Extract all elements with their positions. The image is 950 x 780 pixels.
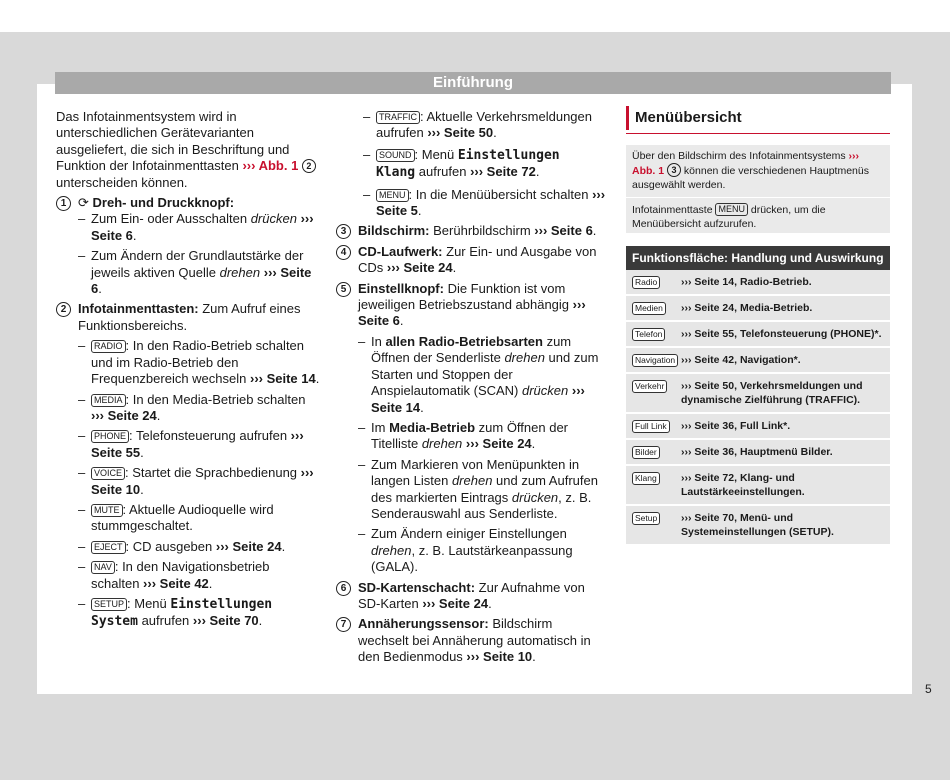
callout-number: 6 <box>336 581 351 596</box>
page-reference-arrow: ››› <box>681 276 692 288</box>
mute-key: MUTE <box>91 504 123 517</box>
page-reference-arrow: ››› <box>681 302 692 314</box>
function-key[interactable]: Telefon <box>632 328 665 341</box>
page-reference-arrow: ››› <box>681 472 692 484</box>
list-item: – Zum Ändern einiger Einstellungen drehen, z. B. Lautstärkeanpassung (GALA). <box>358 526 606 575</box>
item-1: 1 ⟳ Dreh- und Druckknopf: <box>56 195 321 211</box>
page-reference-arrow: ››› <box>681 512 692 524</box>
menu-name: Einstellungen Klang <box>376 147 560 181</box>
item-5: 5 Einstellknopf: Die Funktion ist vom jeweiligen Betriebszustand abhängig ››› Seite 6. <box>336 281 606 330</box>
column-1 <box>56 109 321 631</box>
function-description <box>681 348 890 372</box>
function-key-cell <box>626 414 681 438</box>
page-reference-arrow: ››› <box>681 354 692 366</box>
function-key-cell <box>626 374 681 412</box>
function-description <box>681 322 890 346</box>
page-reference[interactable]: ››› Seite 24 <box>422 595 489 611</box>
list-item: – Zum Ein- oder Ausschalten drücken ››› Seite 6. <box>78 211 321 244</box>
list-item: – MEDIA : In den Media-Betrieb schalten ››› Seite 24. <box>78 392 321 425</box>
intro-paragraph: Das Infotainmentsystem wird in unterschiedlichen Gerätevarianten ausgeliefert, die sich in Beschriftung und Funktion der Infotainmenttasten ››› Abb. 1 2 unterscheiden können. <box>56 109 321 191</box>
table-row <box>626 296 890 322</box>
page-reference[interactable]: Seite 42, Navigation*. <box>694 354 801 366</box>
page-reference[interactable]: ››› Seite 10 <box>91 465 314 497</box>
function-key[interactable]: Navigation <box>632 354 678 367</box>
list-item: – Zum Markieren von Menüpunkten in langen Listen drehen und zum Aufrufen des markierten Eintrags drücken, z. B. Senderauswahl aus Senderliste. <box>358 457 606 523</box>
page-reference[interactable]: ››› Seite 72 <box>470 164 536 180</box>
page-reference[interactable]: ››› Seite 24 <box>465 436 532 452</box>
page-reference[interactable]: ››› Seite 6 <box>534 223 593 239</box>
page-reference[interactable]: Seite 24, Media-Betrieb. <box>694 302 813 314</box>
callout-number: 2 <box>56 302 71 317</box>
info-paragraph: Über den Bildschirm des Infotainmentsystems ››› Abb. 1 3 können die verschiedenen Hauptmenüs ausgewählt werden. <box>632 150 869 191</box>
media-key: MEDIA <box>91 394 126 407</box>
table-row <box>626 374 890 414</box>
page-reference[interactable]: ››› Seite 6 <box>358 297 586 329</box>
page-reference[interactable]: ››› Seite 24 <box>91 407 157 423</box>
page-reference[interactable]: ››› Seite 24 <box>215 538 282 554</box>
page-reference[interactable]: ››› Seite 55 <box>91 428 304 460</box>
item-7: 7 Annäherungssensor: Bildschirm wechselt bei Annäherung automatisch in den Bedienmodus ››› Seite 10. <box>336 616 606 665</box>
menu-key: MENU <box>376 189 409 202</box>
function-description <box>681 414 890 438</box>
page-reference[interactable]: ››› Seite 5 <box>376 186 606 219</box>
list-item: – MUTE : Aktuelle Audioquelle wird stummgeschaltet. <box>78 502 321 535</box>
function-key[interactable]: Medien <box>632 302 666 315</box>
page-reference-arrow: ››› <box>681 420 692 432</box>
table-row <box>626 270 890 296</box>
traffic-key: TRAFFIC <box>376 111 420 124</box>
item-3: 3 Bildschirm: Berührbildschirm ››› Seite 6. <box>336 223 606 239</box>
function-key[interactable]: Klang <box>632 472 660 485</box>
menu-key: MENU <box>715 203 748 216</box>
radio-key: RADIO <box>91 340 126 353</box>
top-band <box>0 0 950 32</box>
list-item: – SETUP : Menü Einstellungen System aufrufen ››› Seite 70. <box>78 596 321 631</box>
callout-number: 5 <box>336 282 351 297</box>
function-key-cell <box>626 348 681 372</box>
page-reference-arrow: ››› <box>681 380 692 392</box>
page-reference[interactable]: Seite 50, Verkehrsmeldungen und dynamische Zielführung (TRAFFIC). <box>681 380 863 406</box>
function-key[interactable]: Bilder <box>632 446 660 459</box>
page-reference[interactable]: Seite 14, Radio-Betrieb. <box>694 276 812 288</box>
nav-key: NAV <box>91 561 115 574</box>
table-row <box>626 466 890 506</box>
function-key-cell <box>626 322 681 346</box>
page-reference[interactable]: Seite 72, Klang- und Lautstärkeeinstellungen. <box>681 472 805 498</box>
menu-name: Einstellungen System <box>91 596 273 630</box>
function-key[interactable]: Setup <box>632 512 660 525</box>
table-header: Funktionsfläche: Handlung und Auswirkung <box>626 246 890 270</box>
callout-number: 2 <box>302 159 316 173</box>
list-item: – SOUND : Menü Einstellungen Klang aufrufen ››› Seite 72. <box>363 147 606 182</box>
page-reference[interactable]: ››› Seite 24 <box>386 260 453 276</box>
function-table <box>626 246 890 546</box>
phone-key: PHONE <box>91 430 129 443</box>
function-key-cell <box>626 506 681 544</box>
function-description <box>681 466 890 504</box>
function-description <box>681 296 890 320</box>
page-reference[interactable]: Seite 70, Menü- und Systemeinstellungen (SETUP). <box>681 512 834 538</box>
menu-info-box <box>626 145 890 233</box>
divider <box>626 197 890 198</box>
function-description <box>681 270 890 294</box>
list-item: – PHONE : Telefonsteuerung aufrufen ››› Seite 55. <box>78 428 321 461</box>
function-key-cell <box>626 270 681 294</box>
function-description <box>681 506 890 544</box>
table-row <box>626 414 890 440</box>
page-reference[interactable]: ››› Seite 14 <box>249 371 316 387</box>
item-2: 2 Infotainmenttasten: Zum Aufruf eines Funktionsbereichs. <box>56 301 321 334</box>
page-reference-arrow: ››› <box>681 446 692 458</box>
section-header: Einführung <box>55 72 891 94</box>
list-item: – VOICE : Startet die Sprachbedienung ››› Seite 10. <box>78 465 321 498</box>
title-rule <box>626 133 890 134</box>
page-reference[interactable]: Seite 36, Full Link*. <box>694 420 791 432</box>
page-reference[interactable]: ››› Seite 70 <box>192 613 259 629</box>
page-reference[interactable]: ››› Seite 6 <box>91 211 314 243</box>
function-description <box>681 440 890 464</box>
list-item: – NAV : In den Navigationsbetrieb schalten ››› Seite 42. <box>78 559 321 592</box>
page-reference[interactable]: ››› Seite 10 <box>466 649 533 665</box>
list-item: – Zum Ändern der Grundlautstärke der jeweils aktiven Quelle drehen ››› Seite 6. <box>78 248 321 297</box>
page-number: 5 <box>925 682 932 696</box>
page-reference-arrow: ››› <box>681 328 692 340</box>
menu-overview-title: Menüübersicht <box>626 106 890 130</box>
callout-number: 3 <box>336 224 351 239</box>
page-reference[interactable]: ››› Seite 42 <box>143 575 209 591</box>
page-reference[interactable]: ››› Seite 14 <box>371 383 585 415</box>
list-item: – MENU : In die Menüübersicht schalten ››› Seite 5. <box>363 187 606 220</box>
function-key[interactable]: Radio <box>632 276 660 289</box>
info-paragraph: Infotainmenttaste MENU drücken, um die Menüübersicht aufzurufen. <box>632 204 826 230</box>
list-item: – EJECT : CD ausgeben ››› Seite 24. <box>78 539 321 555</box>
list-item: – Im Media-Betrieb zum Öffnen der Titelliste drehen ››› Seite 24. <box>358 420 606 453</box>
table-row <box>626 506 890 546</box>
function-key-cell <box>626 296 681 320</box>
function-key-cell <box>626 440 681 464</box>
voice-key: VOICE <box>91 467 125 480</box>
knob-icon: ⟳ <box>78 195 93 211</box>
callout-number: 7 <box>336 617 351 632</box>
eject-key: EJECT <box>91 541 126 554</box>
page-reference[interactable]: ››› Seite 6 <box>91 264 312 297</box>
function-key[interactable]: Full Link <box>632 420 670 433</box>
sound-key: SOUND <box>376 149 415 162</box>
page-reference[interactable]: ››› Seite 50 <box>427 125 494 141</box>
callout-number: 3 <box>667 163 681 177</box>
function-key[interactable]: Verkehr <box>632 380 667 393</box>
table-row <box>626 322 890 348</box>
item-6: 6 SD-Kartenschacht: Zur Aufnahme von SD-Karten ››› Seite 24. <box>336 580 606 613</box>
list-item: – RADIO : In den Radio-Betrieb schalten und im Radio-Betrieb den Frequenzbereich wechseln ››› Seite 14. <box>78 338 321 387</box>
page-reference[interactable]: Seite 36, Hauptmenü Bilder. <box>694 446 833 458</box>
setup-key: SETUP <box>91 598 127 611</box>
page-reference[interactable]: Seite 55, Telefonsteuerung (PHONE)*. <box>694 328 882 340</box>
table-row <box>626 348 890 374</box>
callout-number: 1 <box>56 196 71 211</box>
figure-reference[interactable]: ››› Abb. 1 <box>632 150 860 177</box>
column-2 <box>336 109 606 666</box>
function-description <box>681 374 890 412</box>
figure-reference[interactable]: ››› Abb. 1 <box>242 158 299 174</box>
list-item: – In allen Radio-Betriebsarten zum Öffnen der Senderliste drehen und zum Starten und Stoppen der Anspielautomatik (SCAN) drücken ››› Seite 14. <box>358 334 606 416</box>
list-item: – TRAFFIC : Aktuelle Verkehrsmeldungen aufrufen ››› Seite 50. <box>363 109 606 142</box>
table-row <box>626 440 890 466</box>
item-4: 4 CD-Laufwerk: Zur Ein- und Ausgabe von CDs ››› Seite 24. <box>336 244 606 277</box>
function-key-cell <box>626 466 681 504</box>
callout-number: 4 <box>336 245 351 260</box>
